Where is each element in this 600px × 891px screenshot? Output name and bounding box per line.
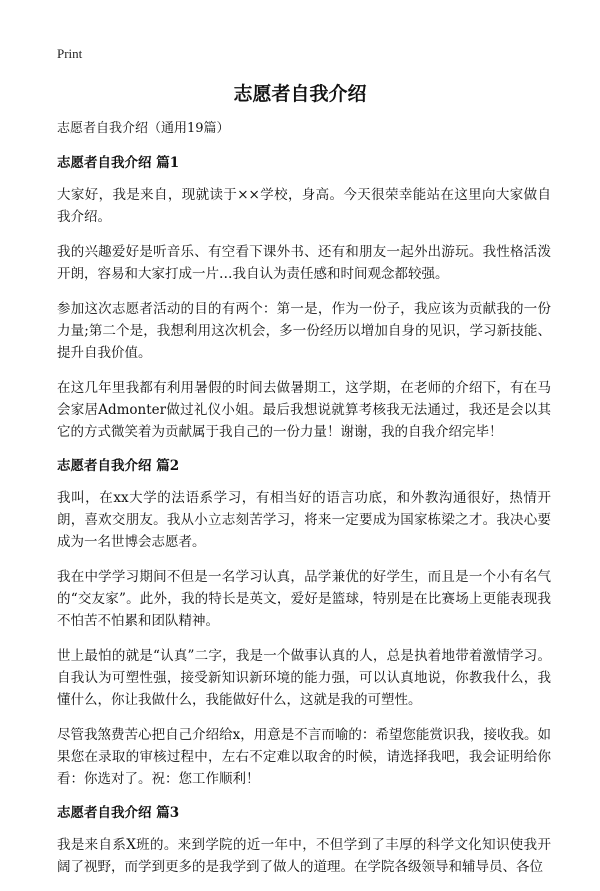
article-body [57,119,551,891]
paragraph: 大家好，我是来自，现就读于××学校，身高。今天很荣幸能站在这里向大家做自我介绍。 [57,187,551,225]
section-heading-1: 志愿者自我介绍 篇1 [57,155,180,171]
section-heading-2: 志愿者自我介绍 篇2 [57,458,180,474]
page-title: 志愿者自我介绍 [233,83,367,105]
paragraph: 尽管我煞费苦心把自己介绍给x，用意是不言而喻的：希望您能赏识我，接收我。如果您在录取的审核过程中，左右不定难以取舍的时候，请选择我吧，我会证明给你看：你选对了。祝：您工作顺利！ [57,727,551,787]
print-link[interactable]: Print [57,46,83,61]
paragraph: 我的兴趣爱好是听音乐、有空看下课外书、还有和朋友一起外出游玩。我性格活泼开朗，容易和大家打成一片…我自认为责任感和时间观念都较强。 [57,244,551,282]
paragraph: 我在中学学习期间不但是一名学习认真，品学兼优的好学生，而且是一个小有名气的“交友家”。此外，我的特长是英文，爱好是篮球，特别是在比赛场上更能表现我不怕苦不怕累和团队精神。 [57,569,551,629]
section-heading-3: 志愿者自我介绍 篇3 [57,805,180,821]
paragraph: 我是来自系X班的。来到学院的近一年中，不但学到了丰厚的科学文化知识使我开阔了视野，而学到更多的是我学到了做人的道理。在学院各级领导和辅导员、各位 [57,837,551,875]
paragraph: 世上最怕的就是“认真”二字，我是一个做事认真的人，总是执着地带着激情学习。自我认为可塑性强，接受新知识新环境的能力强，可以认真地说，你教我什么，我懂什么，你让我做什么，我能做好什么，这就是我的可塑性。 [57,648,551,708]
paragraph: 我叫，在xx大学的法语系学习，有相当好的语言功底，和外教沟通很好，热情开朗，喜欢交朋友。我从小立志刻苦学习，将来一定要成为国家栋梁之才。我决心要成为一名世博会志愿者。 [57,490,551,550]
paragraph: 参加这次志愿者活动的目的有两个：第一是，作为一份子，我应该为贡献我的一份力量;第二个是，我想利用这次机会，多一份经历以增加自身的见识，学习新技能、提升自我价值。 [57,301,551,361]
article-subtitle: 志愿者自我介绍（通用19篇） [57,121,230,136]
paragraph: 在这几年里我都有利用暑假的时间去做暑期工，这学期，在老师的介绍下，有在马会家居Admonter做过礼仪小姐。最后我想说就算考核我无法通过，我还是会以其它的方式微笑着为贡献属于我自己的一份力量！谢谢，我的自我介绍完毕！ [57,380,551,440]
